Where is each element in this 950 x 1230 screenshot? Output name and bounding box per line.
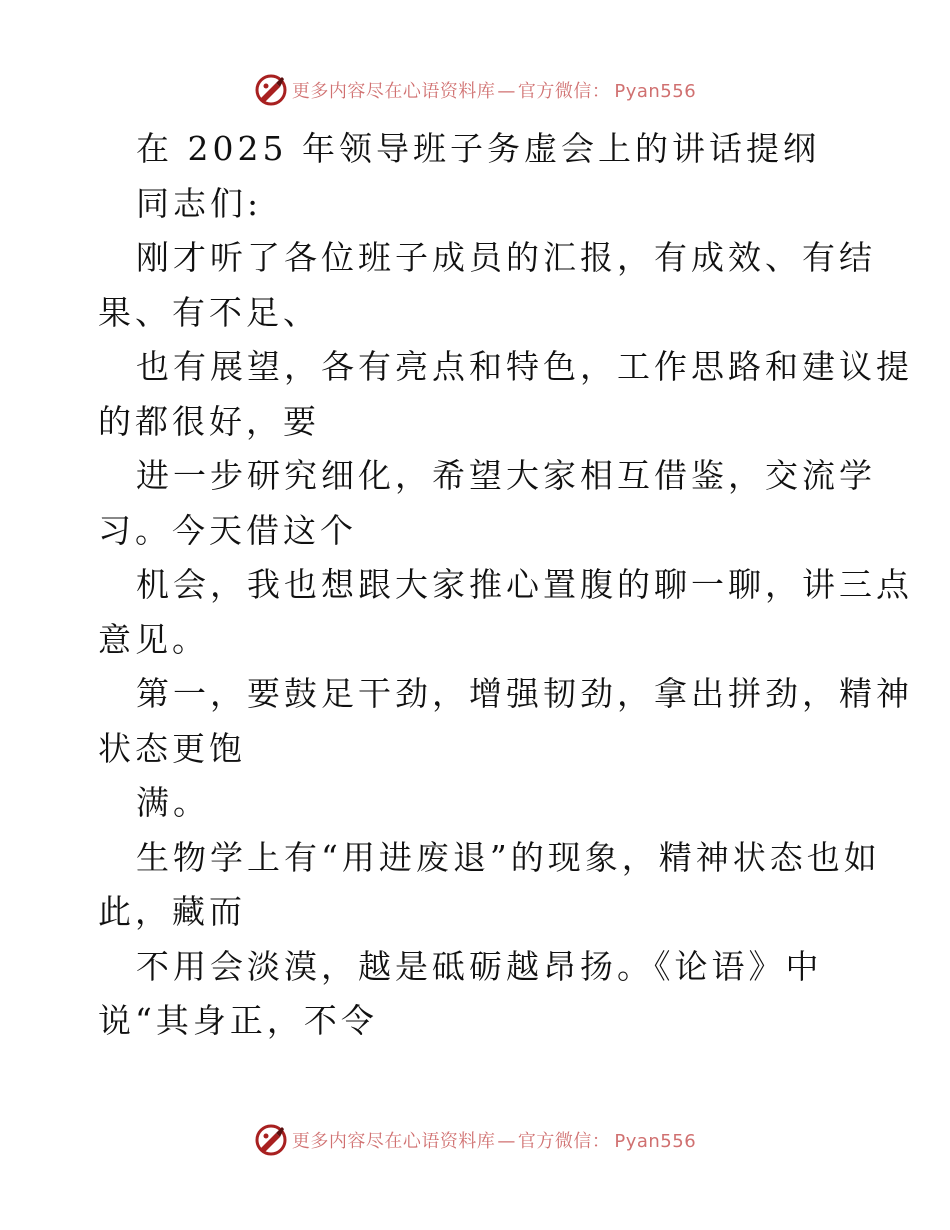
paragraph-line: 同志们: <box>136 183 263 223</box>
paragraph-line: 状态更饱 <box>98 728 246 768</box>
watermark-contact: Pyan556 <box>614 81 697 102</box>
paragraph-line: 生物学上有“用进废退”的现象，精神状态也如 <box>136 837 881 877</box>
footer-watermark <box>0 1120 950 1160</box>
watermark-dash: — <box>497 1131 516 1152</box>
watermark-text: 更多内容尽在心语资料库 <box>291 81 496 102</box>
watermark-label: 官方微信： <box>517 81 611 102</box>
paragraph-line: 意见。 <box>98 619 209 659</box>
paragraph-line: 不用会淡漠，越是砥砺越昂扬。《论语》中 <box>136 946 823 986</box>
paragraph-line: 也有展望，各有亮点和特色，工作思路和建议提 <box>136 347 913 386</box>
paragraph-line: 第一，要鼓足干劲，增强韧劲，拿出拼劲，精神 <box>136 674 913 713</box>
watermark-label: 官方微信： <box>517 1131 611 1152</box>
paragraph-line: 习。今天借这个 <box>98 510 357 550</box>
paragraph-line: 此，藏而 <box>98 892 246 931</box>
paragraph-line: 果、有不足、 <box>98 292 320 332</box>
logo-seal-icon <box>254 1123 288 1157</box>
paragraph-line: 的都很好，要 <box>98 401 320 441</box>
paragraph-line: 刚才听了各位班子成员的汇报，有成效、有结 <box>136 238 876 277</box>
watermark-contact: Pyan556 <box>614 1131 697 1152</box>
header-watermark <box>0 70 950 110</box>
document-title: 在 2025 年领导班子务虚会上的讲话提纲 <box>136 129 820 168</box>
paragraph-line: 满。 <box>136 783 210 822</box>
watermark-dash: — <box>497 81 516 102</box>
paragraph-line: 说“其身正，不令 <box>98 1001 378 1040</box>
watermark-text: 更多内容尽在心语资料库 <box>291 1131 496 1152</box>
document-body <box>98 122 913 1049</box>
paragraph-line: 机会，我也想跟大家推心置腹的聊一聊，讲三点 <box>136 565 913 604</box>
paragraph-line: 进一步研究细化，希望大家相互借鉴，交流学 <box>136 456 876 495</box>
logo-seal-icon <box>254 73 288 107</box>
